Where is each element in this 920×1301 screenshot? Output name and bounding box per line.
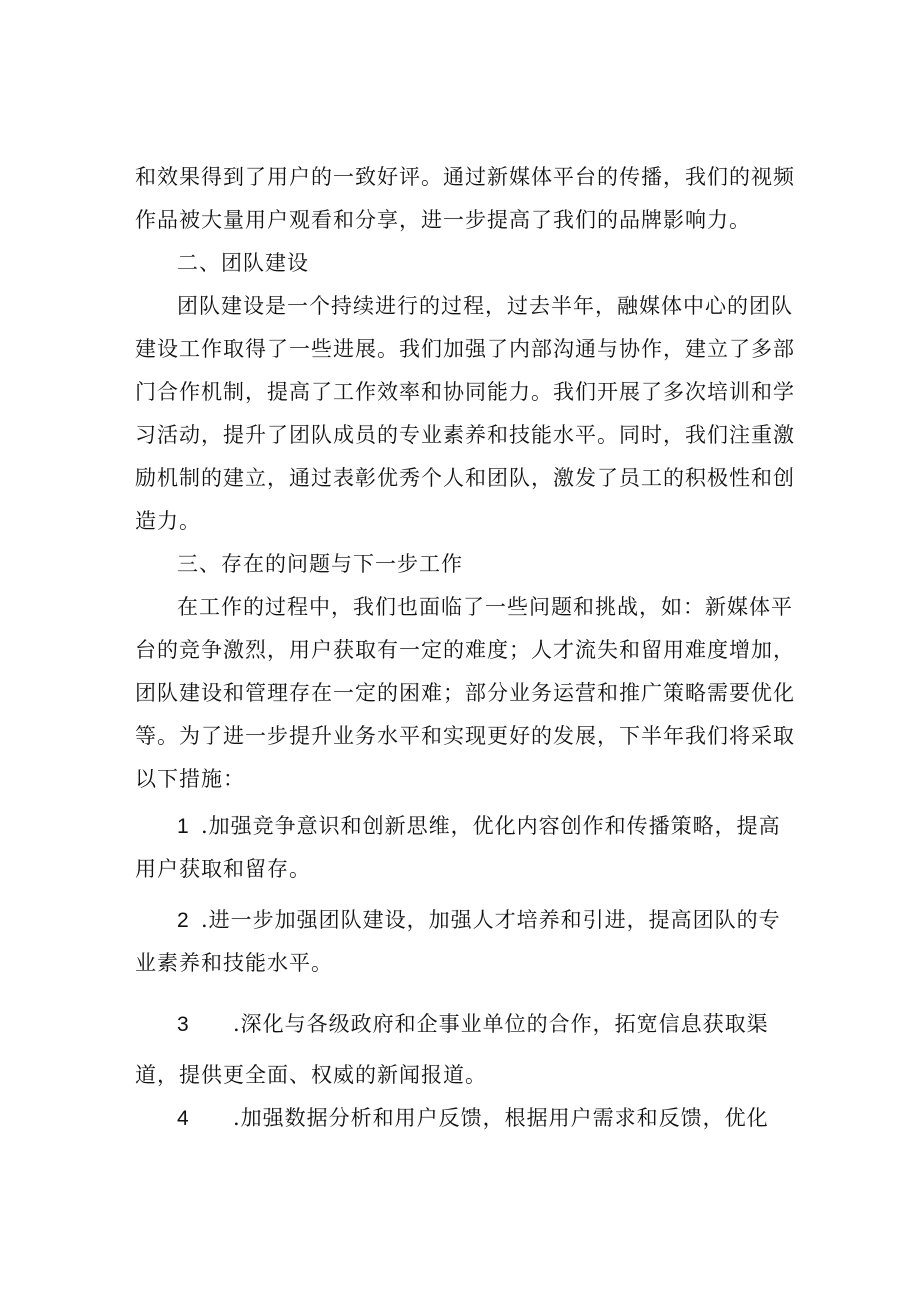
list-item-text: .加强竞争意识和创新思维，优化内容创作和传播策略，提高	[201, 814, 781, 838]
list-item-2	[135, 899, 781, 942]
list-number: 4	[177, 1107, 190, 1130]
paragraph-line: 团队建设是一个持续进行的过程，过去半年，融媒体中心的团队	[177, 294, 793, 318]
paragraph-line: 门合作机制，提高了工作效率和协同能力。我们开展了多次培训和学	[135, 380, 795, 404]
list-number: 3	[177, 1013, 190, 1036]
list-number: 1	[177, 815, 190, 838]
list-item-text: .进一步加强团队建设，加强人才培养和引进，提高团队的专	[201, 908, 781, 932]
list-number: 2	[177, 909, 190, 932]
paragraph-line: 团队建设和管理存在一定的困难；部分业务运营和推广策略需要优化	[135, 681, 795, 705]
section-heading-team-building: 二、团队建设	[177, 251, 309, 275]
paragraph-line: 和效果得到了用户的一致好评。通过新媒体平台的传播，我们的视频	[135, 165, 795, 189]
document-body	[135, 156, 795, 1140]
list-item-1	[135, 805, 781, 848]
paragraph-line: 习活动，提升了团队成员的专业素养和技能水平。同时，我们注重激	[135, 423, 795, 447]
paragraph-line: 作品被大量用户观看和分享，进一步提高了我们的品牌影响力。	[135, 208, 751, 232]
paragraph-line: 等。为了进一步提升业务水平和实现更好的发展，下半年我们将采取	[135, 724, 795, 748]
list-item-text: .深化与各级政府和企事业单位的合作，拓宽信息获取渠	[233, 1012, 769, 1036]
list-item-4	[135, 1097, 775, 1140]
paragraph-line: 励机制的建立，通过表彰优秀个人和团队，激发了员工的积极性和创	[135, 466, 795, 490]
paragraph-line: 台的竞争激烈，用户获取有一定的难度；人才流失和留用难度增加，	[135, 638, 795, 662]
paragraph-line: 造力。	[135, 509, 201, 533]
list-item-3	[135, 1003, 775, 1046]
paragraph-line: 建设工作取得了一些进展。我们加强了内部沟通与协作，建立了多部	[135, 337, 795, 361]
list-item-text: .加强数据分析和用户反馈，根据用户需求和反馈，优化	[233, 1106, 769, 1130]
paragraph-line: 以下措施：	[135, 767, 245, 791]
section-heading-issues-next-steps: 三、存在的问题与下一步工作	[177, 552, 463, 576]
list-item-continuation: 业素养和技能水平。	[135, 951, 333, 975]
list-item-continuation: 道，提供更全面、权威的新闻报道。	[135, 1063, 487, 1087]
paragraph-line: 在工作的过程中，我们也面临了一些问题和挑战，如：新媒体平	[177, 595, 793, 619]
list-item-continuation: 用户获取和留存。	[135, 857, 311, 881]
